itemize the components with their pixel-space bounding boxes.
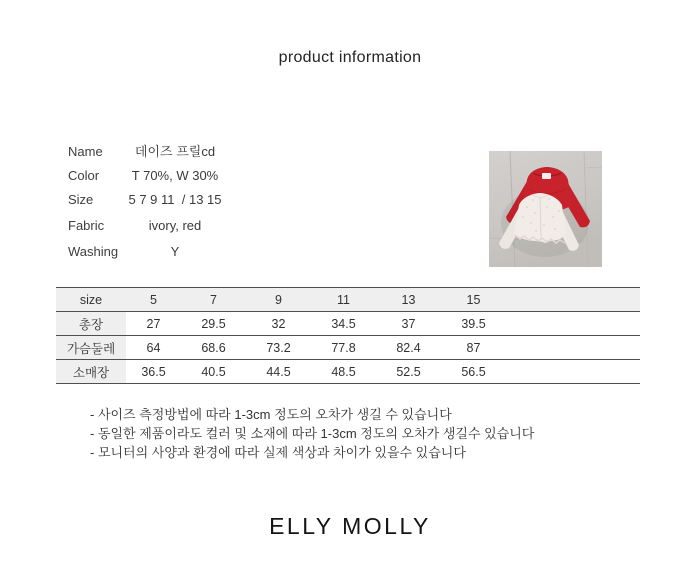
detail-row-washing <box>68 244 222 260</box>
size-table-cell: 64 <box>126 336 181 360</box>
detail-row-fabric <box>68 218 222 234</box>
size-table-cell-filler <box>506 360 640 384</box>
detail-value: 5 7 9 11 / 13 15 <box>128 192 222 207</box>
note-line: - 사이즈 측정방법에 따라 1-3cm 정도의 오차가 생길 수 있습니다 <box>90 407 452 422</box>
detail-row-color <box>68 168 222 184</box>
size-table-cell: 87 <box>441 336 506 360</box>
size-table-cell-filler <box>506 312 640 336</box>
size-table-header-cell: 11 <box>311 288 376 312</box>
product-photo <box>489 151 602 267</box>
size-table-cell: 27 <box>126 312 181 336</box>
detail-value: ivory, red <box>148 218 202 233</box>
size-table-cell: 39.5 <box>441 312 506 336</box>
brand-logo: ELLY MOLLY <box>269 513 431 539</box>
note-line: - 모니터의 사양과 환경에 따라 실제 색상과 차이가 있을수 있습니다 <box>90 445 466 460</box>
size-table-row-sleeve <box>56 360 640 384</box>
size-table-header-cell: 5 <box>126 288 181 312</box>
size-table-cell: 48.5 <box>311 360 376 384</box>
size-table-header-cell: 9 <box>246 288 311 312</box>
cardigans-photo-illustration <box>489 151 602 267</box>
notes <box>90 405 534 462</box>
size-table-cell: 44.5 <box>246 360 311 384</box>
size-table-row-chest <box>56 336 640 360</box>
detail-label: Fabric <box>68 218 105 233</box>
size-table-cell: 77.8 <box>311 336 376 360</box>
note-line: - 동일한 제품이라도 컬러 및 소재에 따라 1-3cm 정도의 오차가 생길수 있습니다 <box>90 426 535 441</box>
size-table <box>56 287 640 384</box>
size-table-cell: 82.4 <box>376 336 441 360</box>
size-table-row-label: 소매장 <box>56 360 126 384</box>
size-table-cell: 29.5 <box>181 312 246 336</box>
size-table-cell: 32 <box>246 312 311 336</box>
detail-row-name <box>68 144 222 160</box>
size-table-cell: 37 <box>376 312 441 336</box>
detail-row-size <box>68 192 222 208</box>
detail-value: T 70%, W 30% <box>131 168 219 183</box>
size-table-header-cell: 7 <box>181 288 246 312</box>
size-table-cell: 36.5 <box>126 360 181 384</box>
product-details <box>68 144 222 260</box>
size-table-cell: 34.5 <box>311 312 376 336</box>
size-table-cell-filler <box>506 336 640 360</box>
size-table-row-length <box>56 312 640 336</box>
size-table-cell: 52.5 <box>376 360 441 384</box>
size-table-cell: 68.6 <box>181 336 246 360</box>
size-table-header-row <box>56 288 640 312</box>
size-table-header-cell: 13 <box>376 288 441 312</box>
size-table-row-label: 총장 <box>56 312 126 336</box>
size-table-cell: 73.2 <box>246 336 311 360</box>
detail-label: Washing <box>68 244 119 259</box>
size-table-header-filler <box>506 288 640 312</box>
detail-label: Name <box>68 144 103 159</box>
size-table-row-label: 가슴둘레 <box>56 336 126 360</box>
detail-value: Y <box>170 244 180 259</box>
detail-label: Color <box>68 168 100 183</box>
size-table-cell: 56.5 <box>441 360 506 384</box>
size-table-header-cell: 15 <box>441 288 506 312</box>
size-table-cell: 40.5 <box>181 360 246 384</box>
size-table-header-cell: size <box>56 288 126 312</box>
page-title: product information <box>278 49 422 66</box>
detail-label: Size <box>68 192 94 207</box>
detail-value: 데이즈 프릴cd <box>134 144 216 159</box>
